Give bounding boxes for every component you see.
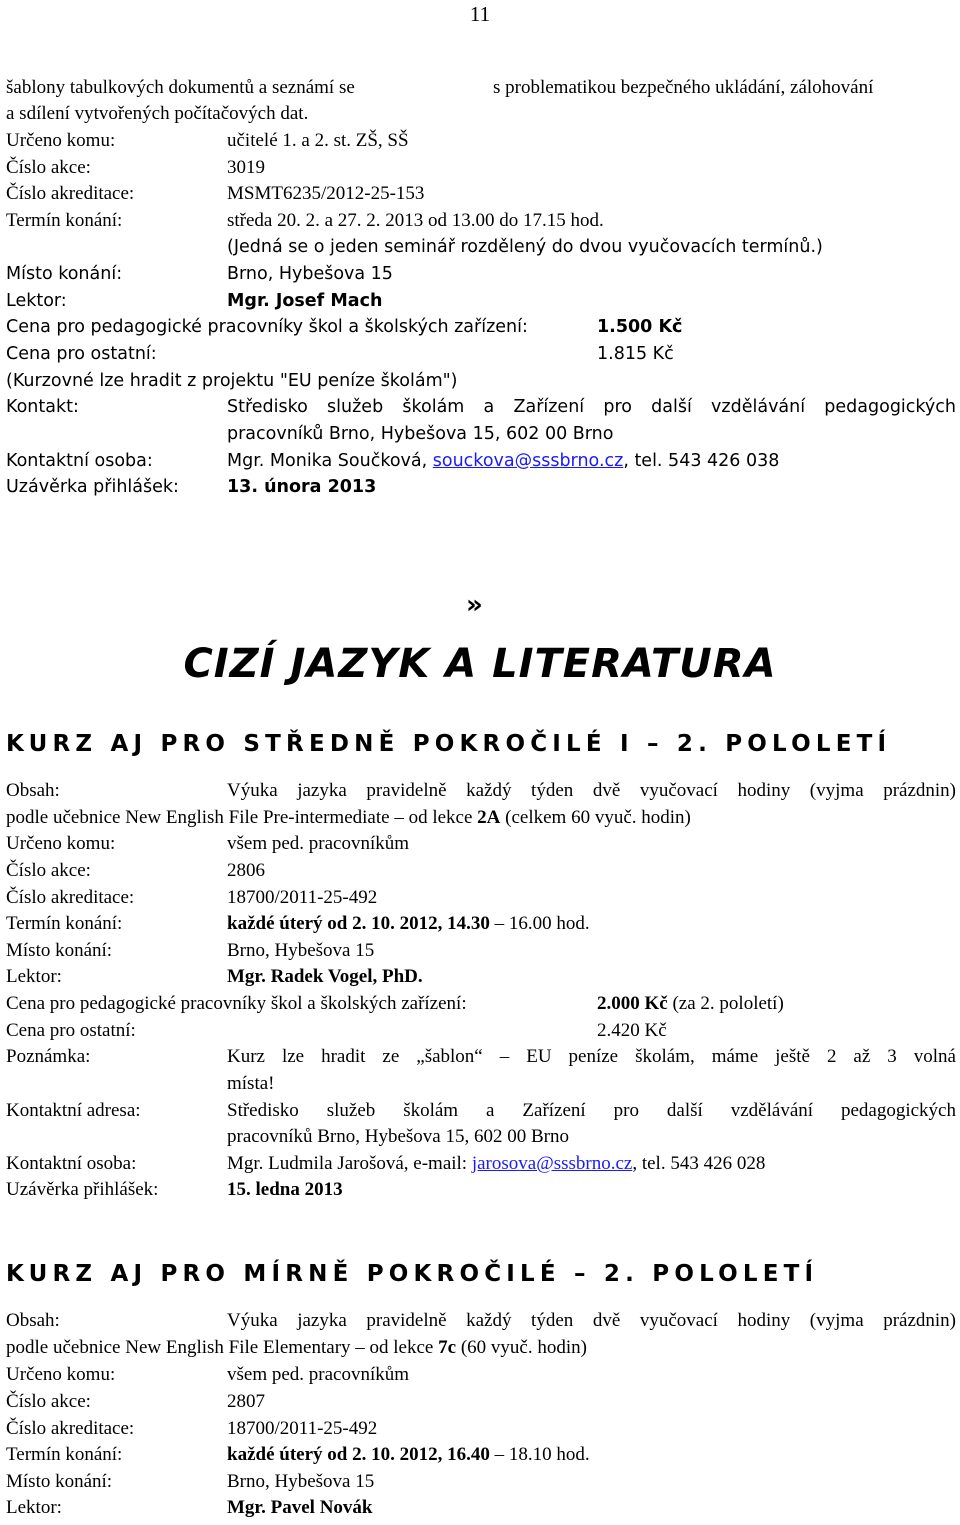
intro-part1: šablony tabulkových dokumentů a seznámí se xyxy=(6,77,355,98)
course1-obsah-lesson: 2A xyxy=(477,807,501,828)
course1-cena-ped-note: (za 2. pololetí) xyxy=(667,993,784,1014)
course2-misto-value: Brno, Hybešova 15 xyxy=(227,1471,375,1492)
course2-akreditace-value: 18700/2011-25-492 xyxy=(227,1418,378,1439)
course1-poznamka-line2: místa! xyxy=(227,1073,275,1094)
course1-termin-bold: každé úterý od 2. 10. 2012, 14.30 xyxy=(227,913,490,934)
course1-adresa-line2: pracovníků Brno, Hybešova 15, 602 00 Brno xyxy=(227,1126,569,1147)
course1-osoba-name: Mgr. Ludmila Jarošová, e-mail: xyxy=(227,1153,472,1174)
course1-cena-ped xyxy=(597,993,784,1015)
intro-line2: a sdílení vytvořených počítačových dat. xyxy=(6,103,309,124)
course1-cena-ost-value: 2.420 Kč xyxy=(597,1020,667,1041)
course2-obsah-line2 xyxy=(6,1337,587,1359)
kontakt-line2: pracovníků Brno, Hybešova 15, 602 00 Brno xyxy=(227,424,614,444)
osoba-name: Mgr. Monika Součková, xyxy=(227,451,428,471)
osoba-contact xyxy=(227,450,779,472)
akreditace-value: MSMT6235/2012-25-153 xyxy=(227,183,425,204)
course2-cislo-akce-value: 2807 xyxy=(227,1391,265,1412)
course1-cislo-akce-value: 2806 xyxy=(227,860,265,881)
course2-misto-label: Místo konání: xyxy=(6,1471,113,1492)
course1-obsah-a: podle učebnice New English File Pre-intermediate – od lekce xyxy=(6,807,478,828)
cena-ost-value: 1.815 Kč xyxy=(597,344,674,364)
course2-obsah-line1: Výuka jazyka pravidelně každý týden dvě vyučovací hodiny (vyjma prázdnin) xyxy=(227,1310,956,1331)
course1-osoba-contact xyxy=(227,1153,765,1175)
termin-note: (Jedná se o jeden seminář rozdělený do dvou vyučovacích termínů.) xyxy=(227,237,823,257)
course2-termin-rest: – 18.10 hod. xyxy=(489,1444,590,1465)
course1-obsah-c: (celkem 60 vyuč. hodin) xyxy=(500,807,691,828)
intro-part2: s problematikou bezpečného ukládání, zálohování xyxy=(493,77,874,98)
course1-title: KURZ AJ PRO STŘEDNĚ POKROČILÉ I – 2. POLOLETÍ xyxy=(6,731,892,757)
osoba-label: Kontaktní osoba: xyxy=(6,451,153,471)
course2-lektor-value: Mgr. Pavel Novák xyxy=(227,1497,373,1518)
kurzovne-note: (Kurzovné lze hradit z projektu "EU peníze školám") xyxy=(6,371,458,391)
course2-urceno-label: Určeno komu: xyxy=(6,1364,116,1385)
course2-cislo-akce-label: Číslo akce: xyxy=(6,1391,91,1412)
course1-termin-value xyxy=(227,913,590,935)
course1-akreditace-value: 18700/2011-25-492 xyxy=(227,887,378,908)
course1-cena-ped-label: Cena pro pedagogické pracovníky škol a školských zařízení: xyxy=(6,993,467,1014)
course1-termin-rest: – 16.00 hod. xyxy=(489,913,590,934)
course2-lektor-label: Lektor: xyxy=(6,1497,62,1518)
urceno-value: učitelé 1. a 2. st. ZŠ, SŠ xyxy=(227,130,409,151)
course2-termin-value xyxy=(227,1444,590,1466)
course1-cislo-akce-label: Číslo akce: xyxy=(6,860,91,881)
cena-ped-label: Cena pro pedagogické pracovníky škol a školských zařízení: xyxy=(6,317,528,337)
email-link[interactable]: souckova@sssbrno.cz xyxy=(432,451,624,471)
misto-value: Brno, Hybešova 15 xyxy=(227,264,393,284)
course1-osoba-label: Kontaktní osoba: xyxy=(6,1153,137,1174)
cislo-akce-value: 3019 xyxy=(227,157,265,178)
section-title: CIZÍ JAZYK A LITERATURA xyxy=(183,641,777,687)
page-number: 11 xyxy=(469,2,491,26)
course2-urceno-value: všem ped. pracovníkům xyxy=(227,1364,410,1385)
course2-akreditace-label: Číslo akreditace: xyxy=(6,1418,135,1439)
course1-obsah-label: Obsah: xyxy=(6,780,60,801)
lektor-label: Lektor: xyxy=(6,291,67,311)
course1-akreditace-label: Číslo akreditace: xyxy=(6,887,135,908)
course2-obsah-lesson: 7c xyxy=(438,1337,457,1358)
lektor-value: Mgr. Josef Mach xyxy=(227,291,383,311)
kontakt-label: Kontakt: xyxy=(6,397,79,417)
cislo-akce-label: Číslo akce: xyxy=(6,157,91,178)
course1-uzaverka-label: Uzávěrka přihlášek: xyxy=(6,1179,159,1200)
course2-obsah-c: (60 vyuč. hodin) xyxy=(456,1337,587,1358)
uzaverka-label: Uzávěrka přihlášek: xyxy=(6,477,179,497)
course2-termin-label: Termín konání: xyxy=(6,1444,123,1465)
course2-obsah-a: podle učebnice New English File Elementary – od lekce xyxy=(6,1337,439,1358)
course1-obsah-line2 xyxy=(6,807,691,829)
course1-cena-ost-label: Cena pro ostatní: xyxy=(6,1020,136,1041)
course1-email-link[interactable]: jarosova@sssbrno.cz xyxy=(471,1153,633,1174)
course1-osoba-tel: , tel. 543 426 028 xyxy=(632,1153,766,1174)
course1-lektor-value: Mgr. Radek Vogel, PhD. xyxy=(227,966,423,987)
course1-uzaverka-value: 15. ledna 2013 xyxy=(227,1179,343,1200)
course1-misto-label: Místo konání: xyxy=(6,940,113,961)
kontakt-line1: Středisko služeb školám a Zařízení pro další vzdělávání pedagogických xyxy=(227,397,956,417)
course1-adresa-line1: Středisko služeb školám a Zařízení pro další vzdělávání pedagogických xyxy=(227,1100,956,1121)
osoba-tel: , tel. 543 426 038 xyxy=(623,451,780,471)
course1-adresa-label: Kontaktní adresa: xyxy=(6,1100,141,1121)
akreditace-label: Číslo akreditace: xyxy=(6,183,135,204)
course1-lektor-label: Lektor: xyxy=(6,966,62,987)
urceno-label: Určeno komu: xyxy=(6,130,116,151)
uzaverka-value: 13. února 2013 xyxy=(227,477,377,497)
termin-label: Termín konání: xyxy=(6,210,123,231)
course1-obsah-line1: Výuka jazyka pravidelně každý týden dvě vyučovací hodiny (vyjma prázdnin) xyxy=(227,780,956,801)
course1-poznamka-label: Poznámka: xyxy=(6,1046,91,1067)
misto-label: Místo konání: xyxy=(6,264,123,284)
intro-text xyxy=(6,77,355,99)
course1-misto-value: Brno, Hybešova 15 xyxy=(227,940,375,961)
course1-urceno-value: všem ped. pracovníkům xyxy=(227,833,410,854)
cena-ost-label: Cena pro ostatní: xyxy=(6,344,157,364)
course1-poznamka-line1: Kurz lze hradit ze „šablon“ – EU peníze školám, máme ještě 2 až 3 volná xyxy=(227,1046,956,1067)
course2-termin-bold: každé úterý od 2. 10. 2012, 16.40 xyxy=(227,1444,490,1465)
course1-cena-ped-value: 2.000 Kč xyxy=(597,993,668,1014)
course2-obsah-label: Obsah: xyxy=(6,1310,60,1331)
course1-termin-label: Termín konání: xyxy=(6,913,123,934)
course2-title: KURZ AJ PRO MÍRNĚ POKROČILÉ – 2. POLOLETÍ xyxy=(6,1261,819,1287)
course1-urceno-label: Určeno komu: xyxy=(6,833,116,854)
section-arrow-icon: » xyxy=(466,590,483,620)
cena-ped-value: 1.500 Kč xyxy=(597,317,683,337)
termin-value: středa 20. 2. a 27. 2. 2013 od 13.00 do 17.15 hod. xyxy=(227,210,604,231)
